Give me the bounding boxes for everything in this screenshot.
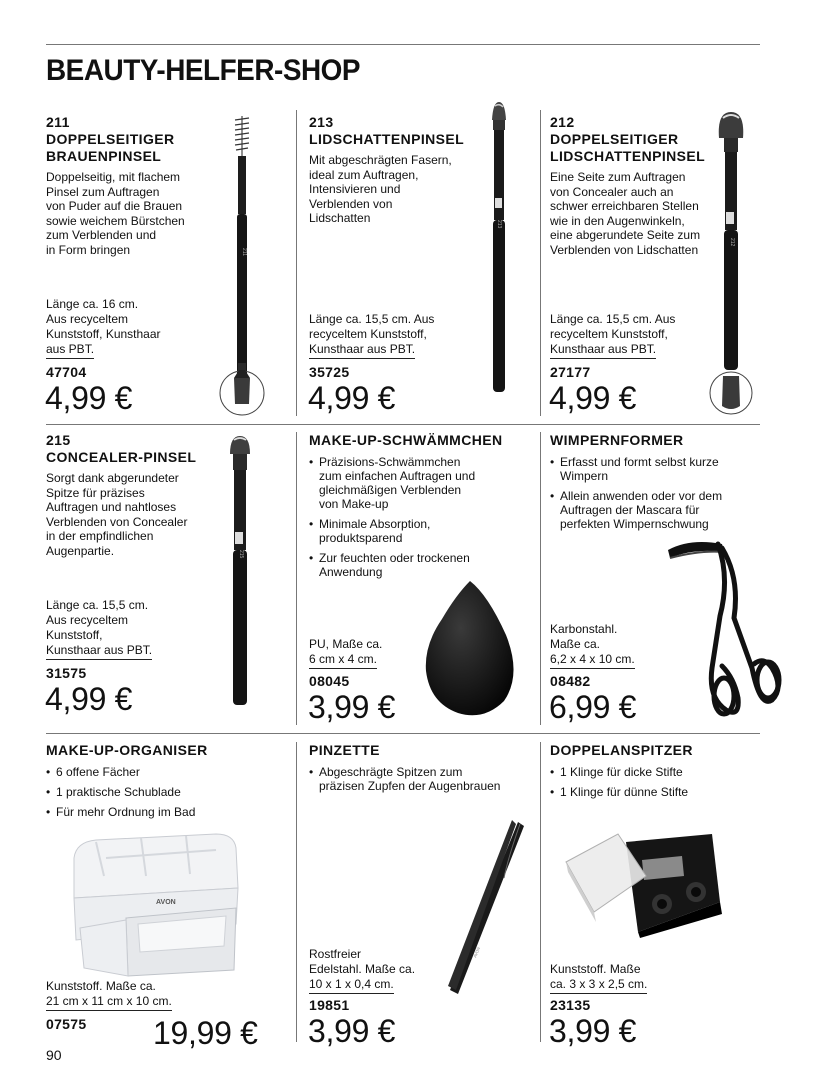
sponge-image	[418, 575, 528, 725]
product-title: LIDSCHATTENPINSEL	[309, 131, 465, 147]
product-specs: Länge ca. 15,5 cm. Aus recyceltem Kunststoff, Kunsthaar aus PBT.	[550, 312, 675, 359]
product-double-sharpener	[550, 742, 693, 805]
product-code: 08045	[309, 673, 350, 689]
organiser-brand-logo: AVON	[156, 899, 176, 906]
feature-item	[309, 765, 500, 793]
feature-text: Präzisions-Schwämmchen zum einfachen Auftragen und gleichmäßigen Verblenden von Make-up	[319, 455, 476, 511]
product-title: PINZETTE	[309, 742, 380, 758]
column-divider	[296, 432, 297, 725]
product-title: DOPPELANSPITZER	[550, 742, 693, 758]
product-213	[309, 114, 464, 226]
product-specs: Länge ca. 15,5 cm. Aus recyceltem Kunststoff, Kunsthaar aus PBT.	[46, 598, 152, 660]
page-title: BEAUTY-HELFER-SHOP	[46, 54, 361, 87]
product-specs: Kunststoff. Maße ca. 21 cm x 11 cm x 10 cm.	[46, 979, 172, 1011]
svg-text:AVON: AVON	[472, 946, 482, 959]
product-title: MAKE-UP-ORGANISER	[46, 742, 208, 758]
svg-text:213: 213	[496, 220, 502, 229]
product-specs: Länge ca. 16 cm. Aus recyceltem Kunststoff, Kunsthaar aus PBT.	[46, 297, 161, 359]
feature-text: 1 praktische Schublade	[56, 785, 181, 799]
feature-text: 1 Klinge für dünne Stifte	[560, 785, 689, 799]
feature-item	[46, 785, 208, 799]
product-title: DOPPELSEITIGER	[46, 131, 175, 147]
brow-brush-image	[205, 108, 265, 418]
feature-item	[46, 805, 208, 819]
feature-list	[550, 455, 722, 531]
product-sponge	[309, 432, 502, 585]
row-divider	[46, 733, 760, 734]
top-rule	[46, 44, 760, 45]
feature-list	[309, 765, 500, 793]
spoolie-brush	[235, 116, 249, 156]
feature-item	[309, 517, 502, 545]
product-title: LIDSCHATTENPINSEL	[550, 148, 706, 164]
product-specs: Karbonstahl. Maße ca. 6,2 x 4 x 10 cm.	[550, 622, 635, 669]
concealer-brush-image	[220, 432, 260, 712]
product-price: 3,99 €	[308, 689, 396, 725]
feature-list	[550, 765, 693, 799]
eyelash-curler-image	[660, 538, 785, 730]
feature-text: Für mehr Ordnung im Bad	[56, 805, 196, 819]
product-eyelash-curler	[550, 432, 722, 537]
double-eyeshadow-brush-image	[705, 108, 761, 418]
product-code: 07575	[46, 1016, 87, 1032]
product-organiser	[46, 742, 208, 825]
product-number: 212	[550, 114, 575, 130]
feature-item	[550, 455, 722, 483]
column-divider	[296, 742, 297, 1042]
svg-text:215: 215	[238, 550, 244, 559]
product-description: Mit abgeschrägten Fasern, ideal zum Auftragen, Intensivieren und Verblenden von Lidschatten	[309, 153, 452, 225]
product-price: 19,99 €	[153, 1015, 258, 1051]
product-description: Eine Seite zum Auftragen von Concealer auch an schwer erreichbaren Stellen wie in den Augenwinkeln, eine abgerundete Seite zum Verblenden von Lidschatten	[550, 170, 701, 257]
product-title: MAKE-UP-SCHWÄMMCHEN	[309, 432, 503, 448]
feature-item	[550, 785, 693, 799]
product-code: 19851	[309, 997, 350, 1013]
product-number: 211	[46, 114, 70, 130]
product-price: 4,99 €	[45, 681, 133, 717]
feature-item	[46, 765, 208, 779]
product-code: 08482	[550, 673, 591, 689]
feature-text: 1 Klinge für dicke Stifte	[560, 765, 683, 779]
column-divider	[540, 742, 541, 1042]
row-divider	[46, 424, 760, 425]
product-description: Sorgt dank abgerundeter Spitze für präzises Auftragen und nahtloses Verblenden von Concealer in der empfindlichen Augenpartie.	[46, 471, 188, 558]
product-specs: Länge ca. 15,5 cm. Aus recyceltem Kunststoff, Kunsthaar aus PBT.	[309, 312, 434, 359]
product-number: 213	[309, 114, 334, 130]
svg-text:212: 212	[729, 238, 735, 247]
feature-item	[550, 489, 722, 531]
feature-item	[550, 765, 693, 779]
organiser-image	[66, 828, 246, 978]
product-title: CONCEALER-PINSEL	[46, 449, 197, 465]
product-specs: Kunststoff. Maße ca. 3 x 3 x 2,5 cm.	[550, 962, 647, 994]
product-price: 4,99 €	[549, 380, 637, 416]
product-code: 27177	[550, 364, 591, 380]
product-code: 31575	[46, 665, 87, 681]
feature-text: Erfasst und formt selbst kurze Wimpern	[560, 455, 719, 483]
product-211	[46, 114, 185, 257]
feature-text: Allein anwenden oder vor dem Auftragen der Mascara für perfekten Wimpernschwung	[560, 489, 723, 531]
product-code: 47704	[46, 364, 87, 380]
svg-text:211: 211	[241, 248, 247, 256]
product-specs: PU, Maße ca. 6 cm x 4 cm.	[309, 637, 382, 669]
product-title: BRAUENPINSEL	[46, 148, 162, 164]
eyeshadow-brush-image	[478, 100, 518, 400]
feature-item	[309, 455, 502, 511]
product-price: 4,99 €	[45, 380, 133, 416]
page-number: 90	[46, 1047, 62, 1063]
product-specs: Rostfreier Edelstahl. Maße ca. 10 x 1 x 0,4 cm.	[309, 947, 415, 994]
product-price: 6,99 €	[549, 689, 637, 725]
product-title: DOPPELSEITIGER	[550, 131, 679, 147]
feature-text: 6 offene Fächer	[56, 765, 140, 779]
feature-text: Zur feuchten oder trockenen Anwendung	[319, 551, 470, 579]
column-divider	[540, 432, 541, 725]
product-code: 23135	[550, 997, 591, 1013]
sharpener-image	[562, 822, 732, 938]
feature-list	[309, 455, 502, 579]
tweezers-image	[436, 818, 536, 1000]
product-code: 35725	[309, 364, 350, 380]
feature-list	[46, 765, 208, 819]
product-price: 4,99 €	[308, 380, 396, 416]
column-divider	[540, 110, 541, 416]
product-title: WIMPERNFORMER	[550, 432, 684, 448]
product-price: 3,99 €	[308, 1013, 396, 1049]
product-number: 215	[46, 432, 71, 448]
product-tweezers	[309, 742, 500, 799]
product-price: 3,99 €	[549, 1013, 637, 1049]
feature-text: Abgeschrägte Spitzen zum präzisen Zupfen der Augenbrauen	[319, 765, 501, 793]
column-divider	[296, 110, 297, 416]
product-212	[550, 114, 705, 257]
product-215	[46, 432, 196, 558]
product-description: Doppelseitig, mit flachem Pinsel zum Auftragen von Puder auf die Brauen sowie weichem Bürstchen zum Verblenden und in Form bringen	[46, 170, 185, 257]
feature-text: Minimale Absorption, produktsparend	[319, 517, 431, 545]
